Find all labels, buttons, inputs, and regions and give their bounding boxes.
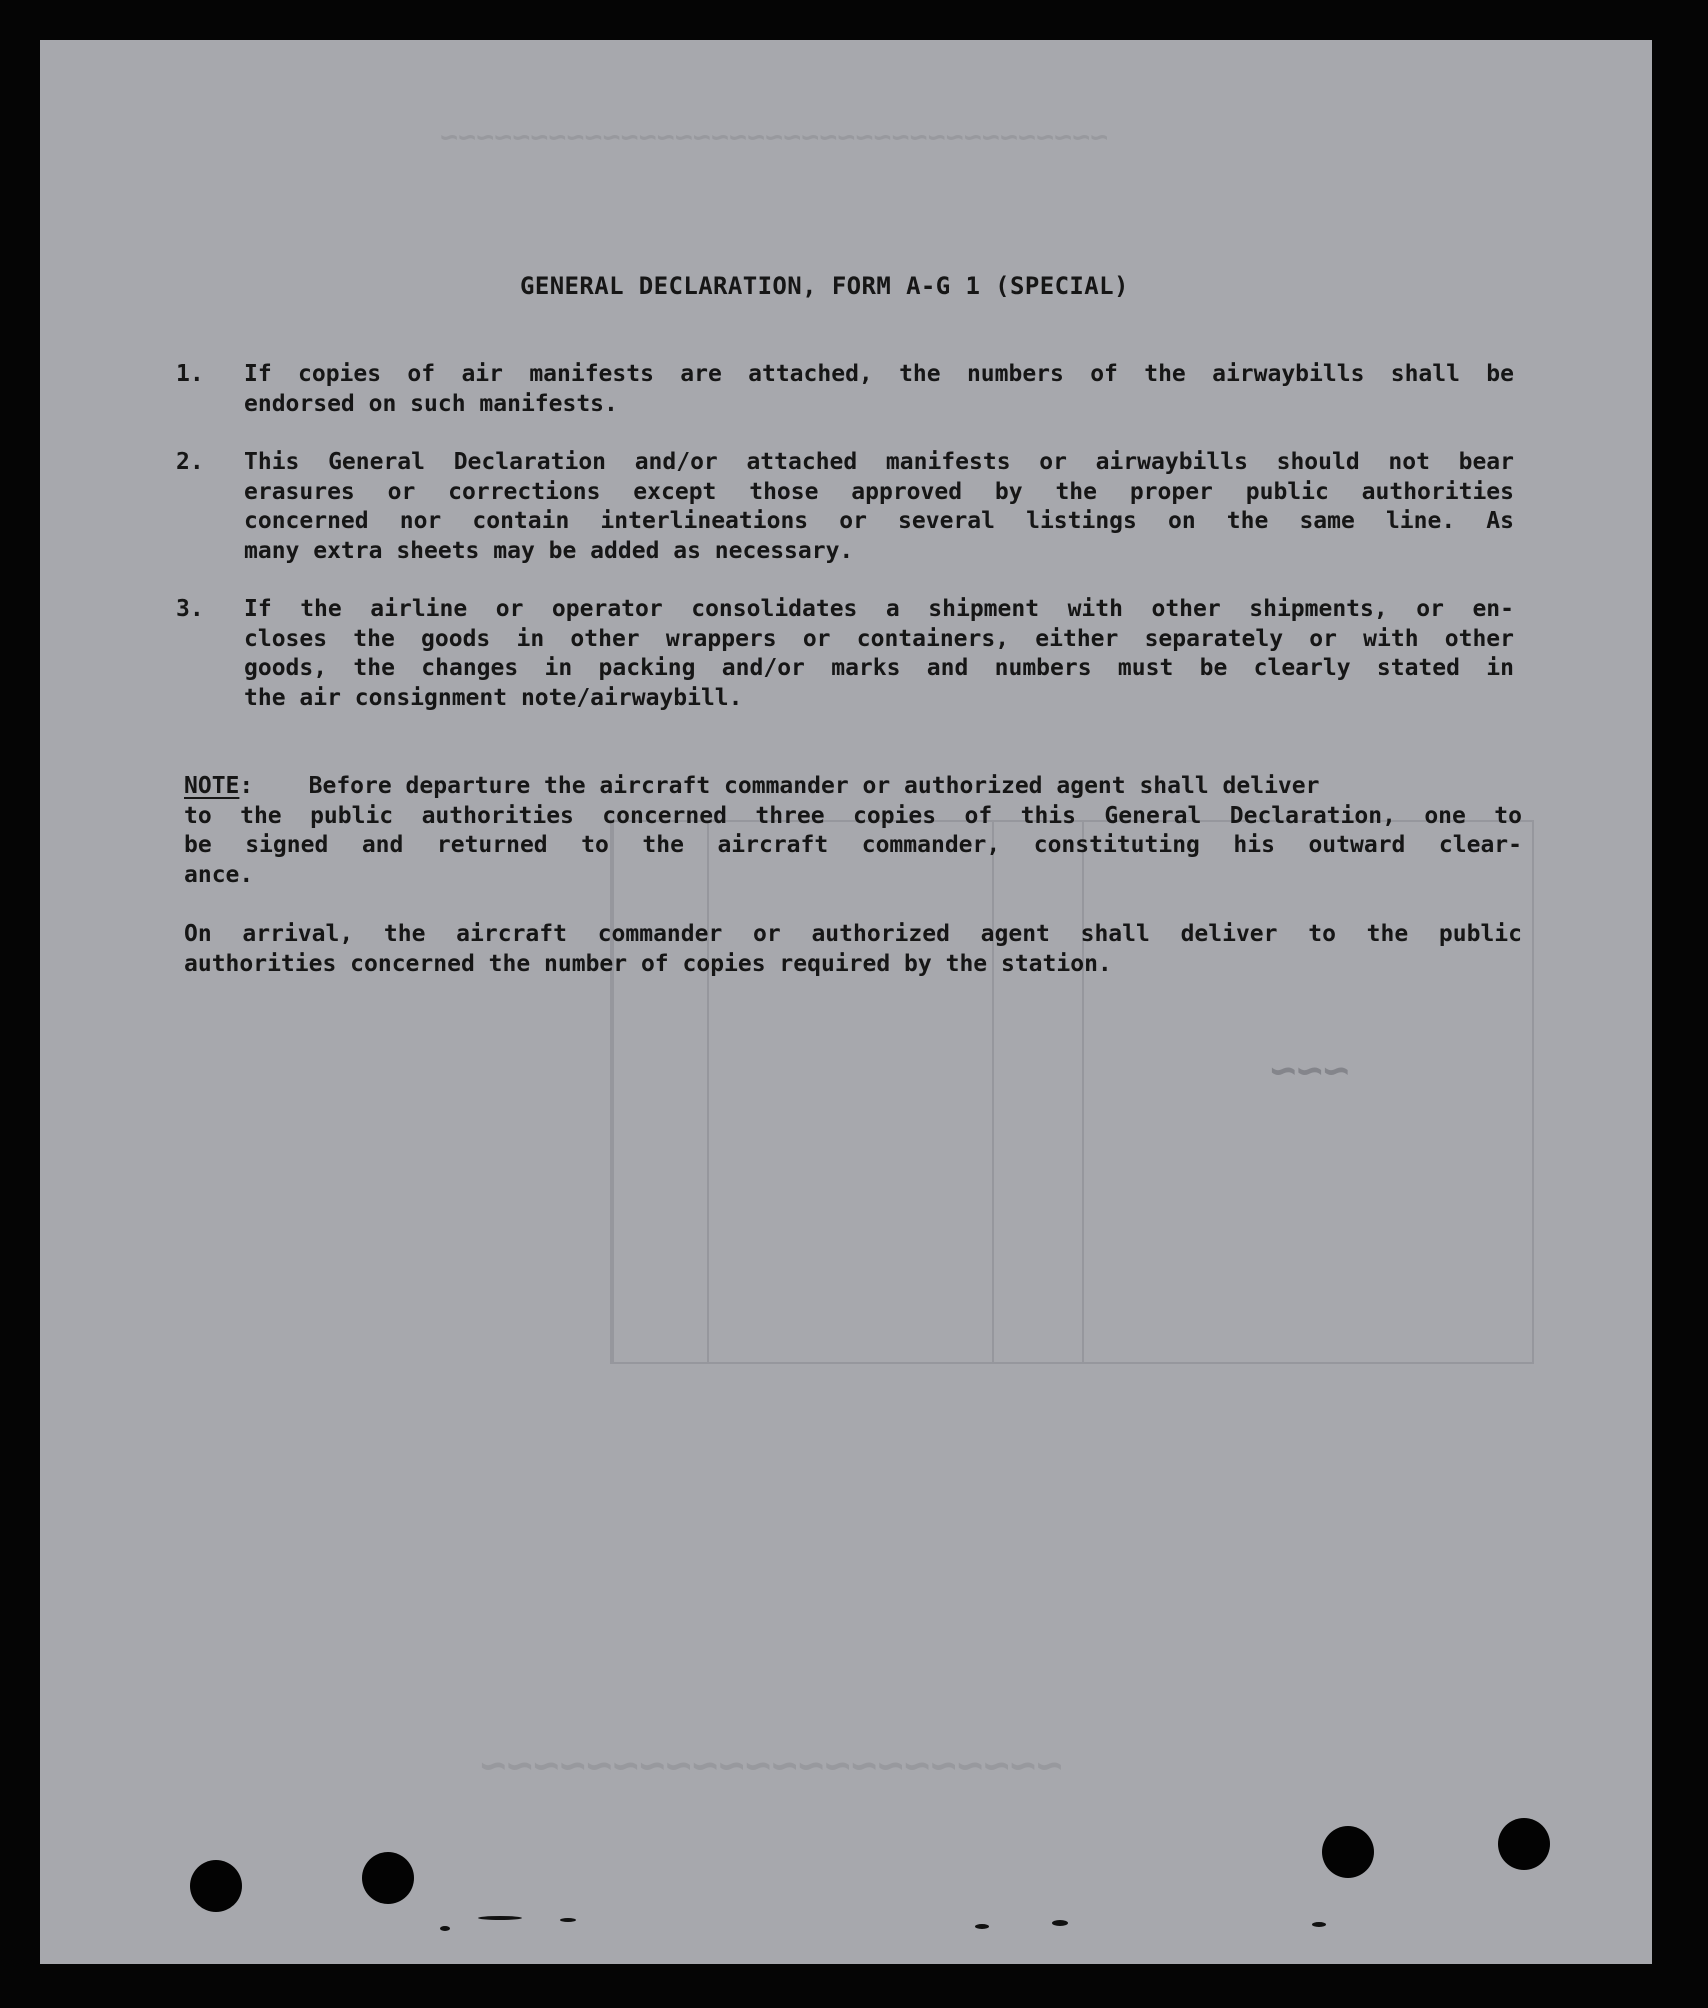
item-line: many extra sheets may be added as necessary. [244, 537, 854, 564]
note-line: be signed and returned to the aircraft commander, constituting his outward clear- [184, 832, 1522, 858]
document-title: GENERAL DECLARATION, FORM A-G 1 (SPECIAL) [520, 272, 1129, 300]
note-first-line-text: : Before departure the aircraft commander or authorized agent shall deliver [239, 773, 1320, 799]
arrival-line: authorities concerned the number of copies required by the station. [184, 950, 1112, 977]
item-line: erasures or corrections except those approved by the proper public authorities [244, 478, 1514, 505]
paper-speck [1052, 1920, 1068, 1926]
arrival-paragraph [184, 920, 1522, 979]
bleed-through-heading: ~~~~~~~~~~~~~~~~~~~~~~~~~~~~~~~~~~~~~ [440, 120, 1109, 155]
item-line: endorsed on such manifests. [244, 390, 618, 417]
arrival-line: On arrival, the aircraft commander or authorized agent shall deliver to the public [184, 921, 1522, 947]
item-line: goods, the changes in packing and/or marks and numbers must be clearly stated in [244, 655, 1514, 681]
item-line: concerned nor contain interlineations or several listings on the same line. As [244, 508, 1514, 534]
item-number: 1. [176, 361, 204, 387]
paper-speck [975, 1924, 989, 1929]
paper-speck [440, 1926, 450, 1931]
punch-hole [190, 1860, 242, 1912]
note-first-line [184, 772, 1522, 802]
paper-speck [1312, 1922, 1326, 1927]
item-number: 2. [176, 449, 204, 475]
bleed-through-stamp: ~~~ [1270, 1045, 1350, 1096]
item-text [244, 595, 1514, 713]
punch-hole [1498, 1818, 1550, 1870]
paper-speck [478, 1916, 522, 1920]
note-line: ance. [184, 861, 254, 888]
item-text [244, 360, 1514, 419]
item-line: If copies of air manifests are attached, the numbers of the airwaybills shall be [244, 361, 1514, 387]
punch-hole [362, 1852, 414, 1904]
note-line: to the public authorities concerned three copies of this General Declaration, one to [184, 802, 1522, 829]
note-label: NOTE [184, 773, 240, 799]
item-line: This General Declaration and/or attached manifests or airwaybills should not bear [244, 449, 1514, 475]
paper-speck [560, 1918, 576, 1922]
bleed-through-footer: ~~~~~~~~~~~~~~~~~~~~~~ [480, 1740, 1063, 1791]
item-text [244, 448, 1514, 566]
punch-hole [1322, 1826, 1374, 1878]
note-paragraph [184, 772, 1522, 890]
item-number: 3. [176, 596, 204, 622]
item-line: If the airline or operator consolidates a shipment with other shipments, or en- [244, 596, 1514, 622]
item-line: the air consignment note/airwaybill. [244, 684, 743, 711]
item-line: closes the goods in other wrappers or containers, either separately or with other [244, 625, 1514, 652]
